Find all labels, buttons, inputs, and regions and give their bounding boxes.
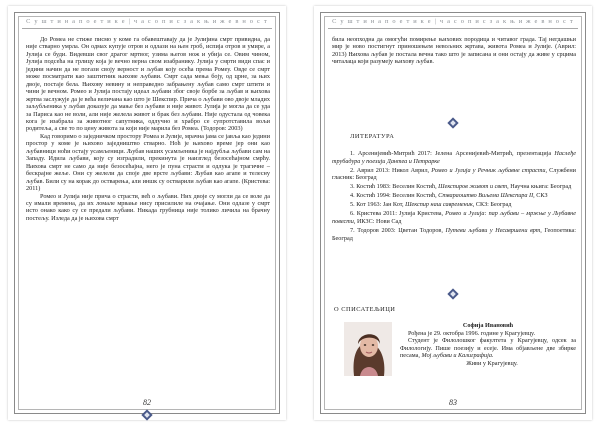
left-body-text <box>26 36 270 222</box>
header-rule <box>328 28 578 29</box>
reference-item: 4. Костић 1994: Веселин Костић, Ствараоштво Виљема Шекспира II, СКЗ <box>350 192 548 200</box>
author-bio <box>400 322 576 367</box>
reference-item: 7. Тодоров 2003: Цветан Тодоров, Путеви љубави у Несавршени врт, Геопоетика: Београд <box>332 227 576 242</box>
right-page <box>314 6 592 420</box>
paragraph <box>26 193 270 223</box>
paragraph: До Ромеа не стиже писмо у коме га обавештавају да је Јулијина смрт привидна, да није стварно умрла. Он одмах купује отров и одлази на њен гроб, испија отров и умире, а Јулија се буди. Видевши свог драгог мртвог, узима његов нож и убија се. Овим чином, Јулија подсећа на грлицу која је вечно верна свом изабранику. Јулија у смрти види спас и једини начин да не погази своју верност и љубав коју осећа према Ромеу. Овде се смрт може посматрати као заштитник њихове љубави. Смрт сада мења боју, од црне, за њих двоје, постаје бела. Њихову невину и неправедно забрањену љубав само смрт штити и чини је вечном. Ромео и Јулија постају идеал љубави због своје борбе за љубав и њихова жртва заслужује да је већа величана као што је Шекспир. Прича о љубави ово двоје младих заљубљеника у љубав доказује да мање без љубави и није живот. Јулија је могла да се уда за Париса као не воли, али није желела живот и брак без љубави. Није одустала од човека кога је изабрала за животног сапутника, одлучно и храбро се супротставила вољи родитеља, а све то по цену живота за који није марила без Ромеа. (Тодоров: 2003) <box>26 36 270 133</box>
portrait-image-icon <box>344 322 392 376</box>
page-number: 82 <box>143 398 151 407</box>
reference-item: 6. Кристева 2011: Јулија Кристева, Ромео и Јулија: пар љубави – мржње у Љубавне повести, ИКЗС: Нови Сад <box>332 210 576 225</box>
paragraph: Кад говоримо о заједничком простору Ромеа и Јулије, мрачна јама се јавља као једини простор у коме је њихово заједништво стварно. Ноћ је њихово време јер они као љубавници ноћи остају усамљеници. Љубав наших усамљеника је најдубља љубави сам на Западу. Идила љубави, коју су изградили, прекинута је наизглед безосећајном смрћу. Њихова смрт не само да није безосећајна, него је пуна страсти и одлука је трагичне – бескрајне жеље. Они су желели да споје две врсте љубави: Љубав као агапе и телесну љубав. Били су на корак до остварења, али иншк су остварили љубав као агапе. (Кристева: 2011) <box>26 132 270 193</box>
author-name: Софија Ивановић <box>462 322 514 329</box>
reference-item: 5. Кот 1963: Јан Кот, Шекспир наш савременик, СКЗ: Београд <box>350 201 512 209</box>
author-photo <box>344 322 392 376</box>
paragraph: била неопходна да омогући помирење њихових породица и читавог града. Тај негдашњи мир је ново постигнут приношењем невољних жртава, живота Ромеа и Јулије. (Аврил: 2013) Њихова љубав је постала вечна тако што је записана и они остају да живе у срцима читалаца који разумеју њихову љубав. <box>332 36 576 66</box>
reference-item: 3. Костић 1983: Веселин Костић, Шекспиров живот и свет, Научна књига: Београд <box>350 183 572 191</box>
bio-paragraph: Студент је Филолошког факултета у Крагујевцу, одсек за Филологију. Пише поезију и есеје. Има објављене две збирке песама, Мој љубави и Калиграфија. <box>400 337 576 359</box>
running-head: С у ш т и н а п о е т и к е | ч а с о п и с з а к њ и ж е в н о с т <box>26 18 268 25</box>
page-number: 83 <box>449 398 457 407</box>
bio-paragraph: Рођена је 29. октобра 1996. године у Крагујевцу. <box>408 329 536 337</box>
left-page <box>8 6 286 420</box>
running-head: С у ш т и н а п о е т и к е | ч а с о п и с з а к њ и ж е в н о с т <box>332 18 574 25</box>
bio-paragraph: Живи у Крагујевцу. <box>466 359 518 367</box>
reference-item: 2. Аврил 2013: Никол Аврил, Ромео и Јулија у Речник љубавне страсти, Службени гласник: Београд <box>332 166 576 182</box>
author-heading: О СПИСАТЕЉИЦИ <box>334 306 396 313</box>
reference-item: 1. Арсенијевић-Митрић 2017: Јелена Арсенијевић-Митрић, презентација Наслеђе трубадура у поезији Дантеа и Петрарке <box>332 150 576 165</box>
reference-list <box>332 150 576 244</box>
right-body-text <box>332 36 576 66</box>
header-rule <box>22 28 272 29</box>
paragraph-text: Ромео и Јулија није прича о страсти, већ о љубави. Них двоје су могли да се воле да су имали времена, да их ломале мрвање нису присилиле на очајање. Они одлазе у смрт исто онако како су се предали љубави. Никада грубница није толико личила на брачну постељу. Изледа да је њихова смрт <box>26 192 270 222</box>
literature-heading: ЛИТЕРАТУРА <box>350 133 395 140</box>
